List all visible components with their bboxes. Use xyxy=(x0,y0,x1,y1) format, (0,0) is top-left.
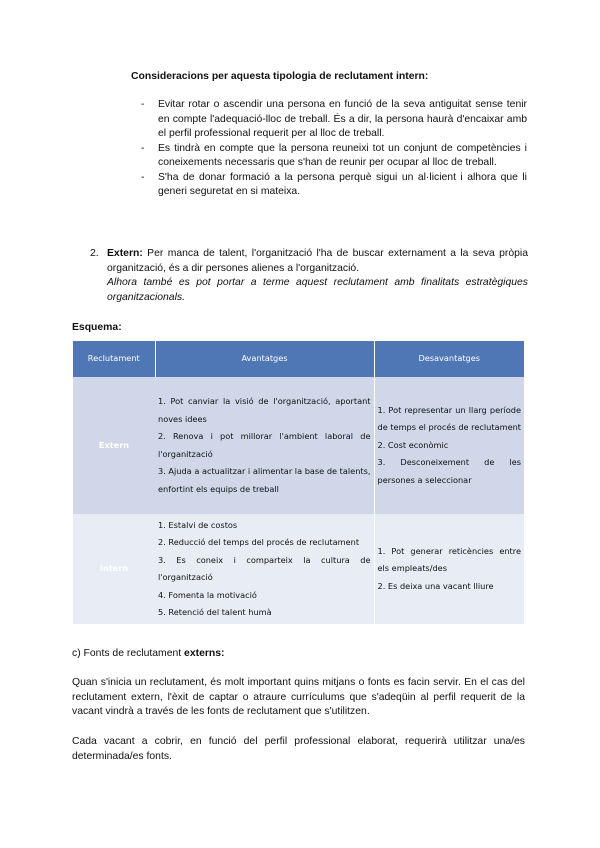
list-item: 3. Es coneix i comparteix la cultura de l'organització xyxy=(158,554,371,582)
fonts-heading xyxy=(72,647,224,662)
esquema-heading: Esquema: xyxy=(72,322,122,333)
table-header-desavantatges: Desavantatges xyxy=(374,341,524,377)
cell-desavantatges-intern xyxy=(374,514,524,624)
cell-avantatges-intern xyxy=(155,514,374,624)
row-label-extern: Extern xyxy=(73,377,155,514)
extern-paragraph xyxy=(90,247,528,305)
list-item: 3. Ajuda a actualitzar i alimentar la base de talents, enfortint els equips de treball xyxy=(158,466,371,494)
cell-avantatges-extern xyxy=(155,377,374,514)
table-row xyxy=(73,377,524,514)
list-item: - Es tindrà en compte que la persona reuneixi tot un conjunt de competències i coneixements necessaris que s'han de reunir per ocupar al lloc de treball. xyxy=(141,142,527,171)
list-number: 2. xyxy=(90,248,99,259)
row-label-intern: Intern xyxy=(73,514,155,624)
list-item: 2. Renova i pot millorar l'ambient laboral de l'organització xyxy=(158,431,371,459)
list-item: 1. Pot canviar la visió de l'organització, aportant noves idees xyxy=(158,396,371,424)
table-row xyxy=(73,514,524,624)
list-item: 2. Cost econòmic xyxy=(377,439,449,450)
list-item: - S'ha de donar formació a la persona perquè sigui un al·licient i alhora que li generi seguretat en si mateixa. xyxy=(141,171,527,200)
fonts-heading-prefix: c) Fonts de reclutament xyxy=(72,648,185,659)
list-item: 1. Estalvi de costos xyxy=(158,519,238,530)
esquema-table xyxy=(73,341,524,624)
table-header-reclutament: Reclutament xyxy=(73,341,155,377)
list-item: - Evitar rotar o ascendir una persona en funció de la seva antiguitat sense tenir en compte l'adequació-lloc de treball. És a dir, la persona haurà d'encaixar amb el perfil professional requerit per al lloc de treball. xyxy=(141,98,527,142)
extern-italic-text: Alhora també es pot portar a terme aquest reclutament amb finalitats estratègiques organitzacionals. xyxy=(107,277,528,303)
consideracions-list xyxy=(141,98,527,200)
list-item: 4. Fomenta la motivació xyxy=(158,589,257,600)
paragraph: Cada vacant a cobrir, en funció del perfil professional elaborat, requerirà utilitzar una/es determinada/es fonts. xyxy=(72,736,525,762)
fonts-heading-bold: externs: xyxy=(184,648,225,659)
cell-desavantatges-extern xyxy=(374,377,524,514)
list-item: 5. Retenció del talent humà xyxy=(158,607,272,617)
table-header-row xyxy=(73,341,524,377)
list-item: 2. Reducció del temps del procés de reclutament xyxy=(158,537,360,547)
list-item: 1. Pot representar un llarg període de temps el procés de reclutament xyxy=(377,404,522,433)
list-item: 1. Pot generar reticències entre els empleats/des xyxy=(377,545,521,574)
extern-label: Extern: xyxy=(107,248,143,259)
list-item: 2. Es deixa una vacant lliure xyxy=(377,580,494,591)
table-header-avantatges: Avantatges xyxy=(155,341,374,377)
paragraph: Quan s'inicia un reclutament, és molt important quins mitjans o fonts es facin servir. En el cas del reclutament extern, l'èxit de captar o atraure currículums que s'adeqüin al perfil requerit de la vacant vindrà a través de les fonts de reclutament que s'utilitzen. xyxy=(72,677,525,717)
list-item: 3. Desconeixement de les persones a seleccionar xyxy=(377,457,521,485)
section-title-consideracions: Consideracions per aquesta tipologia de reclutament intern: xyxy=(131,71,429,82)
extern-text: Per manca de talent, l'organització l'ha de buscar externament a la seva pròpia organització, és a dir persones alienes a l'organització. xyxy=(107,248,528,274)
